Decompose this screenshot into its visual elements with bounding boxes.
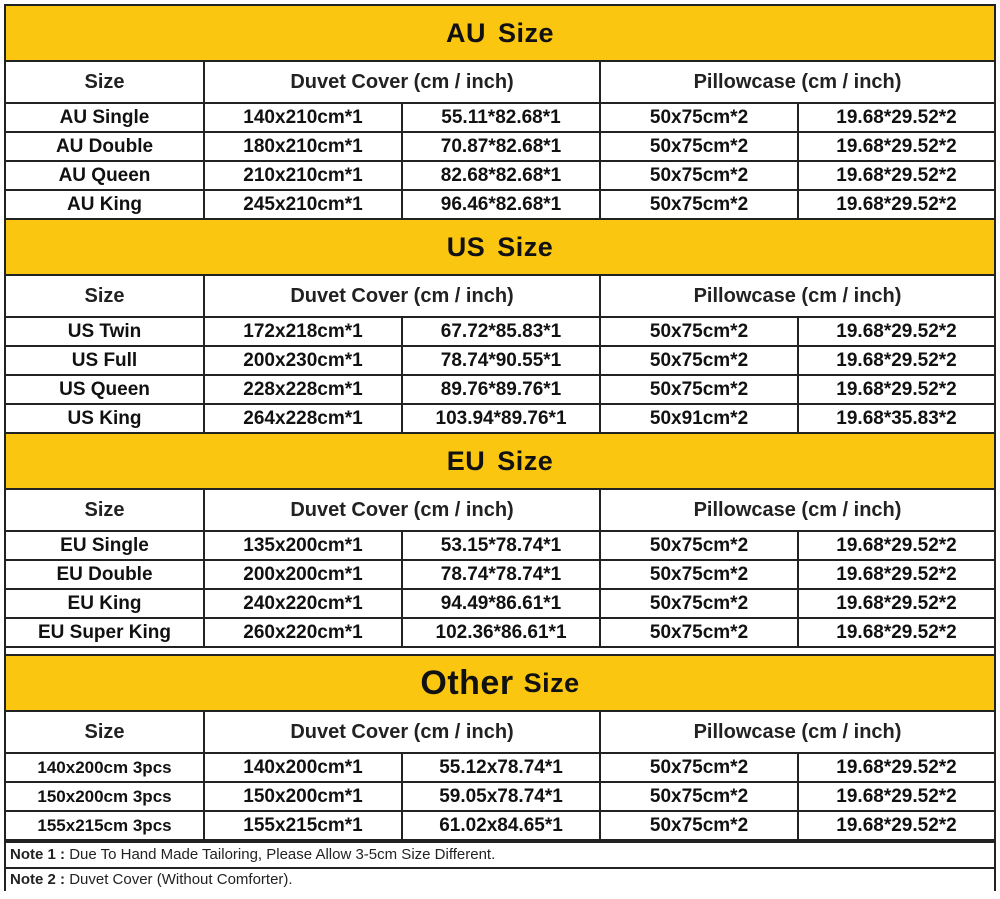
duvet-cm: 180x210cm*1 [204,132,402,161]
section-suffix: Size [497,445,554,476]
section-suffix: Size [497,17,555,48]
section-gap [6,648,994,656]
section-banner [6,434,994,490]
pillow-cm: 50x75cm*2 [600,753,798,782]
pillow-inch: 19.68*29.52*2 [798,560,994,589]
size-name: 140x200cm 3pcs [6,753,204,782]
header-duvet: Duvet Cover (cm / inch) [204,62,600,103]
pillow-cm: 50x75cm*2 [600,132,798,161]
pillow-inch: 19.68*29.52*2 [798,190,994,219]
pillow-cm: 50x75cm*2 [600,782,798,811]
duvet-inch: 67.72*85.83*1 [402,317,600,346]
pillow-inch: 19.68*29.52*2 [798,531,994,560]
duvet-inch: 55.12x78.74*1 [402,753,600,782]
pillow-cm: 50x75cm*2 [600,618,798,647]
table-row [6,560,994,589]
size-name: EU Super King [6,618,204,647]
duvet-inch: 82.68*82.68*1 [402,161,600,190]
pillow-cm: 50x75cm*2 [600,560,798,589]
duvet-inch: 78.74*78.74*1 [402,560,600,589]
pillow-inch: 19.68*29.52*2 [798,811,994,840]
note-2 [6,869,994,891]
duvet-inch: 70.87*82.68*1 [402,132,600,161]
pillow-inch: 19.68*29.52*2 [798,346,994,375]
pillow-cm: 50x75cm*2 [600,346,798,375]
pillow-cm: 50x75cm*2 [600,811,798,840]
section-suffix: Size [497,231,554,262]
duvet-cm: 210x210cm*1 [204,161,402,190]
table-row [6,317,994,346]
duvet-inch: 61.02x84.65*1 [402,811,600,840]
duvet-inch: 55.11*82.68*1 [402,103,600,132]
notes [6,841,994,891]
pillow-cm: 50x75cm*2 [600,375,798,404]
header-row [6,276,994,317]
duvet-cm: 264x228cm*1 [204,404,402,433]
header-row [6,490,994,531]
duvet-inch: 103.94*89.76*1 [402,404,600,433]
header-duvet: Duvet Cover (cm / inch) [204,276,600,317]
pillow-inch: 19.68*29.52*2 [798,782,994,811]
pillow-cm: 50x75cm*2 [600,531,798,560]
size-name: EU King [6,589,204,618]
header-pillow: Pillowcase (cm / inch) [600,712,994,753]
section-region: Other [420,663,514,702]
section-region: AU [445,17,486,48]
note-text: Due To Hand Made Tailoring, Please Allow 3-5cm Size Different. [69,846,496,863]
size-name: AU Queen [6,161,204,190]
duvet-cm: 140x200cm*1 [204,753,402,782]
pillow-inch: 19.68*29.52*2 [798,161,994,190]
section-us [6,220,994,434]
duvet-inch: 78.74*90.55*1 [402,346,600,375]
pillow-inch: 19.68*29.52*2 [798,103,994,132]
duvet-inch: 102.36*86.61*1 [402,618,600,647]
duvet-cm: 172x218cm*1 [204,317,402,346]
duvet-cm: 150x200cm*1 [204,782,402,811]
size-table [6,490,994,648]
table-row [6,190,994,219]
duvet-cm: 135x200cm*1 [204,531,402,560]
duvet-cm: 140x210cm*1 [204,103,402,132]
section-banner [6,656,994,712]
table-row [6,589,994,618]
pillow-inch: 19.68*29.52*2 [798,317,994,346]
pillow-cm: 50x91cm*2 [600,404,798,433]
size-name: 150x200cm 3pcs [6,782,204,811]
header-size: Size [6,712,204,753]
table-row [6,161,994,190]
table-row [6,375,994,404]
table-row [6,404,994,433]
duvet-inch: 96.46*82.68*1 [402,190,600,219]
duvet-cm: 200x230cm*1 [204,346,402,375]
note-1 [6,843,994,869]
duvet-inch: 59.05x78.74*1 [402,782,600,811]
section-other [6,656,994,841]
size-name: US Full [6,346,204,375]
section-region: US [446,231,486,262]
section-banner [6,6,994,62]
header-size: Size [6,62,204,103]
header-size: Size [6,490,204,531]
table-row [6,103,994,132]
duvet-cm: 260x220cm*1 [204,618,402,647]
section-suffix: Size [523,667,580,698]
section-eu [6,434,994,648]
header-pillow: Pillowcase (cm / inch) [600,276,994,317]
size-name: EU Single [6,531,204,560]
table-row [6,782,994,811]
size-name: US King [6,404,204,433]
pillow-inch: 19.68*29.52*2 [798,132,994,161]
table-row [6,811,994,840]
pillow-inch: 19.68*29.52*2 [798,589,994,618]
duvet-inch: 94.49*86.61*1 [402,589,600,618]
pillow-cm: 50x75cm*2 [600,103,798,132]
pillow-cm: 50x75cm*2 [600,589,798,618]
size-table [6,276,994,434]
header-duvet: Duvet Cover (cm / inch) [204,490,600,531]
pillow-inch: 19.68*35.83*2 [798,404,994,433]
note-label: Note 1 : [10,846,66,863]
size-name: EU Double [6,560,204,589]
duvet-cm: 245x210cm*1 [204,190,402,219]
duvet-cm: 200x200cm*1 [204,560,402,589]
duvet-inch: 89.76*89.76*1 [402,375,600,404]
size-name: 155x215cm 3pcs [6,811,204,840]
table-row [6,132,994,161]
size-table [6,712,994,841]
header-pillow: Pillowcase (cm / inch) [600,490,994,531]
section-banner [6,220,994,276]
size-name: US Queen [6,375,204,404]
table-row [6,346,994,375]
size-name: AU Single [6,103,204,132]
header-size: Size [6,276,204,317]
header-row [6,62,994,103]
size-name: AU Double [6,132,204,161]
section-au [6,4,994,220]
duvet-cm: 228x228cm*1 [204,375,402,404]
size-chart [4,4,996,891]
header-pillow: Pillowcase (cm / inch) [600,62,994,103]
size-name: US Twin [6,317,204,346]
duvet-cm: 240x220cm*1 [204,589,402,618]
note-label: Note 2 : [10,871,66,888]
pillow-inch: 19.68*29.52*2 [798,375,994,404]
pillow-cm: 50x75cm*2 [600,161,798,190]
duvet-inch: 53.15*78.74*1 [402,531,600,560]
size-name: AU King [6,190,204,219]
section-region: EU [446,445,486,476]
pillow-cm: 50x75cm*2 [600,317,798,346]
header-duvet: Duvet Cover (cm / inch) [204,712,600,753]
pillow-cm: 50x75cm*2 [600,190,798,219]
pillow-inch: 19.68*29.52*2 [798,618,994,647]
header-row [6,712,994,753]
note-text: Duvet Cover (Without Comforter). [69,871,293,888]
size-table [6,62,994,220]
duvet-cm: 155x215cm*1 [204,811,402,840]
table-row [6,753,994,782]
table-row [6,618,994,647]
pillow-inch: 19.68*29.52*2 [798,753,994,782]
table-row [6,531,994,560]
